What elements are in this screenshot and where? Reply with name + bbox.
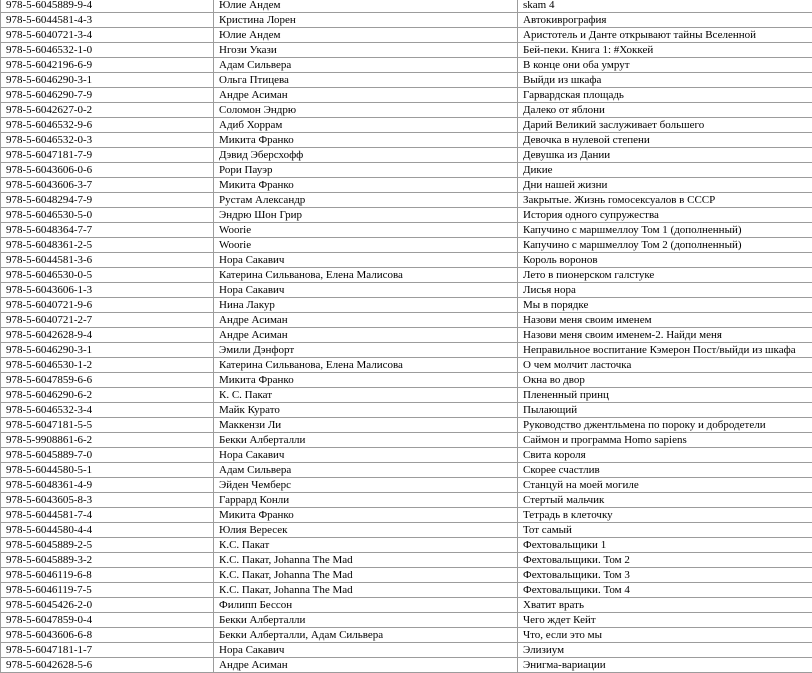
title-cell[interactable]: Бей-пеки. Книга 1: #Хоккей — [518, 43, 812, 58]
author-cell[interactable]: Дэвид Эберсхофф — [214, 148, 518, 163]
author-cell[interactable]: Андре Асиман — [214, 313, 518, 328]
isbn-cell[interactable]: 978-5-6044580-5-1 — [1, 463, 214, 478]
author-cell[interactable]: К.С. Пакат, Johanna The Mad — [214, 583, 518, 598]
table-row[interactable] — [1, 508, 812, 523]
isbn-cell[interactable]: 978-5-6047181-5-5 — [1, 418, 214, 433]
author-cell[interactable]: Нора Сакавич — [214, 283, 518, 298]
author-cell[interactable]: Филипп Бессон — [214, 598, 518, 613]
isbn-cell[interactable]: 978-5-6046530-5-0 — [1, 208, 214, 223]
title-cell[interactable]: skam 4 — [518, 0, 812, 13]
title-cell[interactable]: Пылающий — [518, 403, 812, 418]
table-row[interactable] — [1, 193, 812, 208]
isbn-cell[interactable]: 978-5-6042628-5-6 — [1, 658, 214, 673]
title-cell[interactable]: Руководство джентльмена по пороку и добродетели — [518, 418, 812, 433]
title-cell[interactable]: Фехтовальщики. Том 4 — [518, 583, 812, 598]
isbn-cell[interactable]: 978-5-6048364-7-7 — [1, 223, 214, 238]
author-cell[interactable]: Woorie — [214, 238, 518, 253]
author-cell[interactable]: Woorie — [214, 223, 518, 238]
table-row[interactable] — [1, 58, 812, 73]
title-cell[interactable]: Скорее счастлив — [518, 463, 812, 478]
table-row[interactable] — [1, 433, 812, 448]
table-row[interactable] — [1, 103, 812, 118]
table-row[interactable] — [1, 598, 812, 613]
title-cell[interactable]: Саймон и программа Homo sapiens — [518, 433, 812, 448]
isbn-cell[interactable]: 978-5-6043606-0-6 — [1, 163, 214, 178]
isbn-cell[interactable]: 978-5-6044581-4-3 — [1, 13, 214, 28]
title-cell[interactable]: Назови меня своим именем-2. Найди меня — [518, 328, 812, 343]
author-cell[interactable]: Юлие Андем — [214, 28, 518, 43]
author-cell[interactable]: Микита Франко — [214, 373, 518, 388]
isbn-cell[interactable]: 978-5-6046119-6-8 — [1, 568, 214, 583]
table-row[interactable] — [1, 343, 812, 358]
table-row[interactable] — [1, 658, 812, 673]
author-cell[interactable]: Нора Сакавич — [214, 643, 518, 658]
title-cell[interactable]: Аристотель и Данте открывают тайны Вселенной — [518, 28, 812, 43]
isbn-cell[interactable]: 978-5-6046532-0-3 — [1, 133, 214, 148]
title-cell[interactable]: Свита короля — [518, 448, 812, 463]
table-row[interactable] — [1, 178, 812, 193]
author-cell[interactable]: Гаррард Конли — [214, 493, 518, 508]
author-cell[interactable]: Адиб Хоррам — [214, 118, 518, 133]
title-cell[interactable]: Окна во двор — [518, 373, 812, 388]
title-cell[interactable]: О чем молчит ласточка — [518, 358, 812, 373]
isbn-cell[interactable]: 978-5-6043606-6-8 — [1, 628, 214, 643]
isbn-cell[interactable]: 978-5-6040721-2-7 — [1, 313, 214, 328]
author-cell[interactable]: Бекки Алберталли — [214, 433, 518, 448]
table-row[interactable] — [1, 358, 812, 373]
author-cell[interactable]: Катерина Сильванова, Елена Малисова — [214, 268, 518, 283]
author-cell[interactable]: К. С. Пакат — [214, 388, 518, 403]
title-cell[interactable]: Выйди из шкафа — [518, 73, 812, 88]
table-row[interactable] — [1, 583, 812, 598]
title-cell[interactable]: Фехтовальщики. Том 3 — [518, 568, 812, 583]
isbn-cell[interactable]: 978-5-6043606-1-3 — [1, 283, 214, 298]
title-cell[interactable]: Хватит врать — [518, 598, 812, 613]
title-cell[interactable]: В конце они оба умрут — [518, 58, 812, 73]
author-cell[interactable]: Бекки Алберталли, Адам Сильвера — [214, 628, 518, 643]
table-row[interactable] — [1, 133, 812, 148]
table-row[interactable] — [1, 553, 812, 568]
table-row[interactable] — [1, 493, 812, 508]
author-cell[interactable]: К.С. Пакат, Johanna The Mad — [214, 568, 518, 583]
isbn-cell[interactable]: 978-5-6048294-7-9 — [1, 193, 214, 208]
table-row[interactable] — [1, 163, 812, 178]
author-cell[interactable]: Андре Асиман — [214, 328, 518, 343]
table-row[interactable] — [1, 628, 812, 643]
author-cell[interactable]: Микита Франко — [214, 508, 518, 523]
table-row[interactable] — [1, 613, 812, 628]
isbn-cell[interactable]: 978-5-6042628-9-4 — [1, 328, 214, 343]
table-row[interactable] — [1, 73, 812, 88]
title-cell[interactable]: Фехтовальщики. Том 2 — [518, 553, 812, 568]
author-cell[interactable]: Нора Сакавич — [214, 448, 518, 463]
isbn-cell[interactable]: 978-5-6047181-7-9 — [1, 148, 214, 163]
table-row[interactable] — [1, 238, 812, 253]
isbn-cell[interactable]: 978-5-6047181-1-7 — [1, 643, 214, 658]
isbn-cell[interactable]: 978-5-6047859-6-6 — [1, 373, 214, 388]
title-cell[interactable]: Девушка из Дании — [518, 148, 812, 163]
isbn-cell[interactable]: 978-5-6048361-2-5 — [1, 238, 214, 253]
table-row[interactable] — [1, 223, 812, 238]
author-cell[interactable]: Юлие Андем — [214, 0, 518, 13]
table-row[interactable] — [1, 523, 812, 538]
title-cell[interactable]: Гарвардская площадь — [518, 88, 812, 103]
author-cell[interactable]: Эмили Дэнфорт — [214, 343, 518, 358]
title-cell[interactable]: Дни нашей жизни — [518, 178, 812, 193]
author-cell[interactable]: Рустам Александр — [214, 193, 518, 208]
author-cell[interactable]: Нгози Укази — [214, 43, 518, 58]
title-cell[interactable]: Дикие — [518, 163, 812, 178]
isbn-cell[interactable]: 978-5-6042627-0-2 — [1, 103, 214, 118]
table-row[interactable] — [1, 418, 812, 433]
table-row[interactable] — [1, 643, 812, 658]
table-row[interactable] — [1, 478, 812, 493]
title-cell[interactable]: Что, если это мы — [518, 628, 812, 643]
isbn-cell[interactable]: 978-5-6046530-1-2 — [1, 358, 214, 373]
table-row[interactable] — [1, 283, 812, 298]
author-cell[interactable]: Андре Асиман — [214, 658, 518, 673]
author-cell[interactable]: К.С. Пакат, Johanna The Mad — [214, 553, 518, 568]
title-cell[interactable]: Далеко от яблони — [518, 103, 812, 118]
isbn-cell[interactable]: 978-5-6045889-9-4 — [1, 0, 214, 13]
author-cell[interactable]: Микита Франко — [214, 178, 518, 193]
isbn-cell[interactable]: 978-5-6046119-7-5 — [1, 583, 214, 598]
author-cell[interactable]: Адам Сильвера — [214, 463, 518, 478]
author-cell[interactable]: Нора Сакавич — [214, 253, 518, 268]
table-row[interactable] — [1, 388, 812, 403]
table-row[interactable] — [1, 298, 812, 313]
title-cell[interactable]: Девочка в нулевой степени — [518, 133, 812, 148]
author-cell[interactable]: Эйден Чемберс — [214, 478, 518, 493]
isbn-cell[interactable]: 978-5-6045426-2-0 — [1, 598, 214, 613]
isbn-cell[interactable]: 978-5-6046290-6-2 — [1, 388, 214, 403]
author-cell[interactable]: Майк Курато — [214, 403, 518, 418]
isbn-cell[interactable]: 978-5-6048361-4-9 — [1, 478, 214, 493]
isbn-cell[interactable]: 978-5-6042196-6-9 — [1, 58, 214, 73]
title-cell[interactable]: Неправильное воспитание Кэмерон Пост/выйди из шкафа — [518, 343, 812, 358]
title-cell[interactable]: История одного супружества — [518, 208, 812, 223]
table-row[interactable] — [1, 328, 812, 343]
author-cell[interactable]: Нина Лакур — [214, 298, 518, 313]
isbn-cell[interactable]: 978-5-6045889-2-5 — [1, 538, 214, 553]
isbn-cell[interactable]: 978-5-6046290-3-1 — [1, 343, 214, 358]
table-row[interactable] — [1, 118, 812, 133]
isbn-cell[interactable]: 978-5-6045889-3-2 — [1, 553, 214, 568]
table-row[interactable] — [1, 13, 812, 28]
author-cell[interactable]: Андре Асиман — [214, 88, 518, 103]
isbn-cell[interactable]: 978-5-6040721-9-6 — [1, 298, 214, 313]
table-row[interactable] — [1, 148, 812, 163]
title-cell[interactable]: Автокиврография — [518, 13, 812, 28]
title-cell[interactable]: Капучино с маршмеллоу Том 2 (дополненный) — [518, 238, 812, 253]
table-row[interactable] — [1, 448, 812, 463]
author-cell[interactable]: Кристина Лорен — [214, 13, 518, 28]
title-cell[interactable]: Стертый мальчик — [518, 493, 812, 508]
author-cell[interactable]: Рори Пауэр — [214, 163, 518, 178]
table-row[interactable] — [1, 568, 812, 583]
isbn-cell[interactable]: 978-5-6046290-7-9 — [1, 88, 214, 103]
title-cell[interactable]: Чего ждет Кейт — [518, 613, 812, 628]
title-cell[interactable]: Лисья нора — [518, 283, 812, 298]
author-cell[interactable]: К.С. Пакат — [214, 538, 518, 553]
isbn-cell[interactable]: 978-5-6044581-7-4 — [1, 508, 214, 523]
author-cell[interactable]: Эндрю Шон Грир — [214, 208, 518, 223]
title-cell[interactable]: Станцуй на моей могиле — [518, 478, 812, 493]
isbn-cell[interactable]: 978-5-6045889-7-0 — [1, 448, 214, 463]
isbn-cell[interactable]: 978-5-9908861-6-2 — [1, 433, 214, 448]
table-row[interactable] — [1, 28, 812, 43]
author-cell[interactable]: Микита Франко — [214, 133, 518, 148]
title-cell[interactable]: Назови меня своим именем — [518, 313, 812, 328]
table-row[interactable] — [1, 88, 812, 103]
table-row[interactable] — [1, 268, 812, 283]
table-row[interactable] — [1, 43, 812, 58]
isbn-cell[interactable]: 978-5-6046290-3-1 — [1, 73, 214, 88]
table-row[interactable] — [1, 538, 812, 553]
title-cell[interactable]: Фехтовальщики 1 — [518, 538, 812, 553]
table-row[interactable] — [1, 313, 812, 328]
title-cell[interactable]: Энигма-вариации — [518, 658, 812, 673]
title-cell[interactable]: Элизиум — [518, 643, 812, 658]
isbn-cell[interactable]: 978-5-6046532-1-0 — [1, 43, 214, 58]
table-row[interactable] — [1, 403, 812, 418]
title-cell[interactable]: Капучино с маршмеллоу Том 1 (дополненный) — [518, 223, 812, 238]
isbn-cell[interactable]: 978-5-6043605-8-3 — [1, 493, 214, 508]
author-cell[interactable]: Маккензи Ли — [214, 418, 518, 433]
table-row[interactable] — [1, 463, 812, 478]
title-cell[interactable]: Король воронов — [518, 253, 812, 268]
book-list-body — [1, 0, 812, 673]
table-row[interactable] — [1, 373, 812, 388]
isbn-cell[interactable]: 978-5-6047859-0-4 — [1, 613, 214, 628]
title-cell[interactable]: Плененный принц — [518, 388, 812, 403]
isbn-cell[interactable]: 978-5-6046532-3-4 — [1, 403, 214, 418]
isbn-cell[interactable]: 978-5-6040721-3-4 — [1, 28, 214, 43]
title-cell[interactable]: Тот самый — [518, 523, 812, 538]
isbn-cell[interactable]: 978-5-6046532-9-6 — [1, 118, 214, 133]
title-cell[interactable]: Дарий Великий заслуживает большего — [518, 118, 812, 133]
table-row[interactable] — [1, 0, 812, 13]
isbn-cell[interactable]: 978-5-6044580-4-4 — [1, 523, 214, 538]
title-cell[interactable]: Закрытые. Жизнь гомосексуалов в СССР — [518, 193, 812, 208]
title-cell[interactable]: Тетрадь в клеточку — [518, 508, 812, 523]
isbn-cell[interactable]: 978-5-6044581-3-6 — [1, 253, 214, 268]
author-cell[interactable]: Юлия Вересек — [214, 523, 518, 538]
table-row[interactable] — [1, 208, 812, 223]
author-cell[interactable]: Ольга Птицева — [214, 73, 518, 88]
author-cell[interactable]: Соломон Эндрю — [214, 103, 518, 118]
title-cell[interactable]: Мы в порядке — [518, 298, 812, 313]
author-cell[interactable]: Бекки Алберталли — [214, 613, 518, 628]
author-cell[interactable]: Адам Сильвера — [214, 58, 518, 73]
isbn-cell[interactable]: 978-5-6043606-3-7 — [1, 178, 214, 193]
author-cell[interactable]: Катерина Сильванова, Елена Малисова — [214, 358, 518, 373]
isbn-cell[interactable]: 978-5-6046530-0-5 — [1, 268, 214, 283]
title-cell[interactable]: Лето в пионерском галстуке — [518, 268, 812, 283]
table-row[interactable] — [1, 253, 812, 268]
